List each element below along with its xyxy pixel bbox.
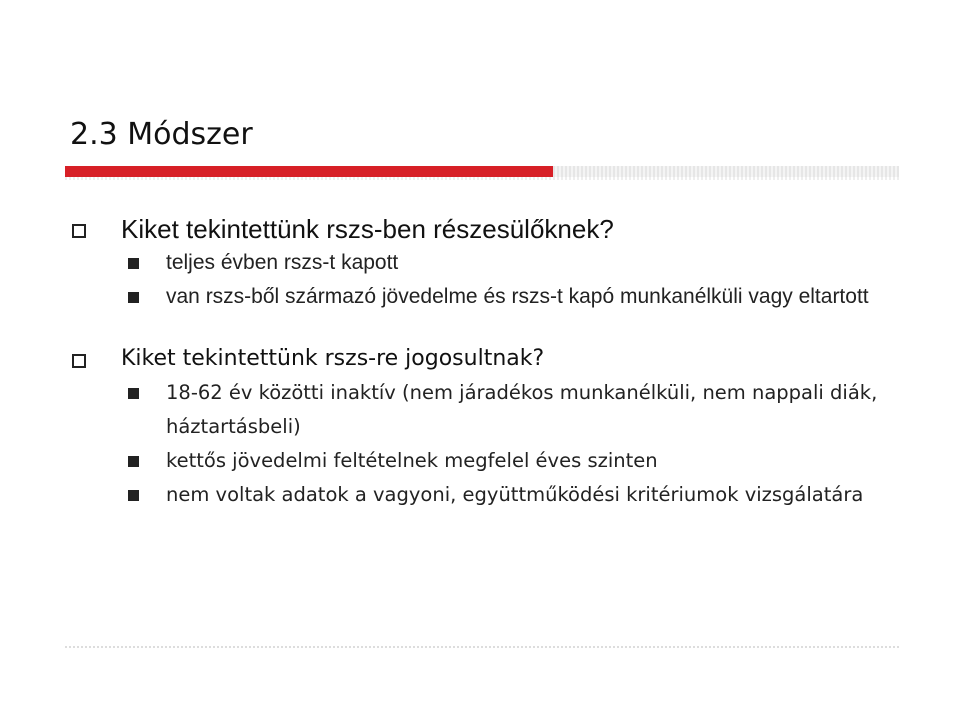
bottom-divider xyxy=(65,646,899,648)
solid-square-icon xyxy=(128,388,139,399)
sub-bullet-text: van rszs-ből származó jövedelme és rszs-t kapó munkanélküli vagy eltartott xyxy=(166,285,869,308)
sub-bullet-text: kettős jövedelmi feltételnek megfelel éves szinten xyxy=(166,449,658,472)
bullet-section-eligible xyxy=(70,342,890,512)
sub-bullet-list xyxy=(70,246,890,314)
sub-bullet xyxy=(70,376,890,444)
solid-square-icon xyxy=(128,490,139,501)
sub-bullet-text: 18-62 év közötti inaktív (nem járadékos munkanélküli, nem nappali diák, háztartásbeli) xyxy=(166,381,878,438)
solid-square-icon xyxy=(128,258,139,269)
solid-square-icon xyxy=(128,456,139,467)
sub-bullet xyxy=(70,280,890,314)
bullet-heading xyxy=(70,212,890,246)
sub-bullet xyxy=(70,444,890,478)
sub-bullet-list xyxy=(70,376,890,512)
hollow-square-icon xyxy=(72,224,86,238)
slide-content xyxy=(70,212,890,512)
bullet-heading-text: Kiket tekintettünk rszs-ben részesülőknek? xyxy=(121,214,614,244)
solid-square-icon xyxy=(128,292,139,303)
sub-bullet-text: nem voltak adatok a vagyoni, együttműködési kritériumok vizsgálatára xyxy=(166,483,864,506)
sub-bullet xyxy=(70,246,890,280)
title-underline-shadow xyxy=(65,177,899,180)
bullet-heading xyxy=(70,342,890,376)
title-underline-accent xyxy=(65,166,553,177)
bullet-section-recipients xyxy=(70,212,890,314)
slide-title: 2.3 Módszer xyxy=(70,117,253,152)
title-underline xyxy=(65,166,899,180)
hollow-square-icon xyxy=(72,354,86,368)
sub-bullet-text: teljes évben rszs-t kapott xyxy=(166,251,399,274)
sub-bullet xyxy=(70,478,890,512)
bullet-heading-text: Kiket tekintettünk rszs-re jogosultnak? xyxy=(121,346,545,371)
